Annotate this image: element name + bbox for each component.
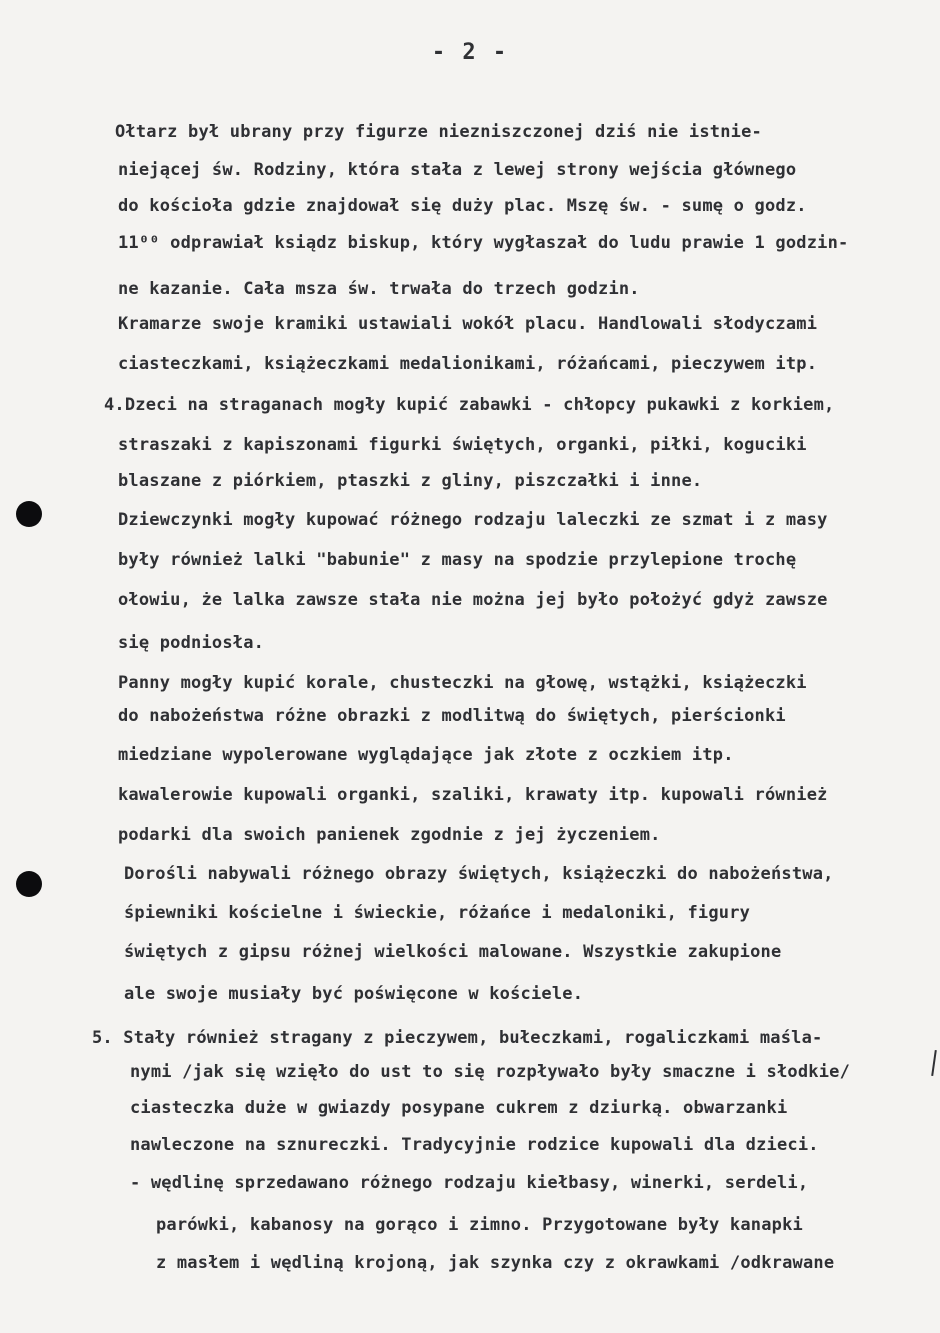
text-line: Ołtarz był ubrany przy figurze niezniszczonej dziś nie istnie- xyxy=(115,122,762,142)
text-line: ne kazanie. Cała msza św. trwała do trzech godzin. xyxy=(118,279,640,299)
text-line: nawleczone na sznureczki. Tradycyjnie rodzice kupowali dla dzieci. xyxy=(130,1135,819,1155)
text-line: Panny mogły kupić korale, chusteczki na głowę, wstążki, książeczki xyxy=(118,673,807,693)
text-line: Kramarze swoje kramiki ustawiali wokół placu. Handlowali słodyczami xyxy=(118,314,818,334)
text-line: świętych z gipsu różnej wielkości malowane. Wszystkie zakupione xyxy=(124,942,782,962)
text-line: miedziane wypolerowane wyglądające jak złote z oczkiem itp. xyxy=(118,745,734,765)
text-line: były również lalki "babunie" z masy na spodzie przylepione trochę xyxy=(118,550,797,570)
punch-hole xyxy=(16,871,42,897)
text-line: Dziewczynki mogły kupować różnego rodzaju laleczki ze szmat i z masy xyxy=(118,510,828,530)
text-line: nymi /jak się wzięło do ust to się rozpływało były smaczne i słodkie/ xyxy=(130,1062,851,1082)
text-line: straszaki z kapiszonami figurki świętych, organki, piłki, koguciki xyxy=(118,435,807,455)
text-line: ołowiu, że lalka zawsze stała nie można jej było położyć gdyż zawsze xyxy=(118,590,828,610)
text-line: niejącej św. Rodziny, która stała z lewej strony wejścia głównego xyxy=(118,160,797,180)
text-line: 5. Stały również stragany z pieczywem, bułeczkami, rogaliczkami maśla- xyxy=(92,1028,823,1048)
text-line: - wędlinę sprzedawano różnego rodzaju kiełbasy, winerki, serdeli, xyxy=(130,1173,809,1193)
text-line: podarki dla swoich panienek zgodnie z jej życzeniem. xyxy=(118,825,661,845)
text-line: kawalerowie kupowali organki, szaliki, krawaty itp. kupowali również xyxy=(118,785,828,805)
text-line: ciasteczkami, książeczkami medalionikami, różańcami, pieczywem itp. xyxy=(118,354,818,374)
text-line: Dorośli nabywali różnego obrazy świętych, książeczki do nabożeństwa, xyxy=(124,864,834,884)
text-line: z masłem i wędliną krojoną, jak szynka czy z okrawkami /odkrawane xyxy=(156,1253,835,1273)
text-line: śpiewniki kościelne i świeckie, różańce i medaloniki, figury xyxy=(124,903,751,923)
margin-mark xyxy=(931,1050,937,1076)
text-line: do nabożeństwa różne obrazki z modlitwą do świętych, pierścionki xyxy=(118,706,786,726)
text-line: ciasteczka duże w gwiazdy posypane cukrem z dziurką. obwarzanki xyxy=(130,1098,788,1118)
text-line: ale swoje musiały być poświęcone w kościele. xyxy=(124,984,584,1004)
text-line: parówki, kabanosy na gorąco i zimno. Przygotowane były kanapki xyxy=(156,1215,803,1235)
punch-hole xyxy=(16,501,42,527)
text-line: 4.Dzeci na straganach mogły kupić zabawki - chłopcy pukawki z korkiem, xyxy=(104,395,835,415)
text-line: do kościoła gdzie znajdował się duży plac. Mszę św. - sumę o godz. xyxy=(118,196,807,216)
page-number: - 2 - xyxy=(431,40,509,65)
text-line: się podniosła. xyxy=(118,633,265,653)
text-line: 11⁰⁰ odprawiał ksiądz biskup, który wygłaszał do ludu prawie 1 godzin- xyxy=(118,233,849,253)
text-line: blaszane z piórkiem, ptaszki z gliny, piszczałki i inne. xyxy=(118,471,703,491)
